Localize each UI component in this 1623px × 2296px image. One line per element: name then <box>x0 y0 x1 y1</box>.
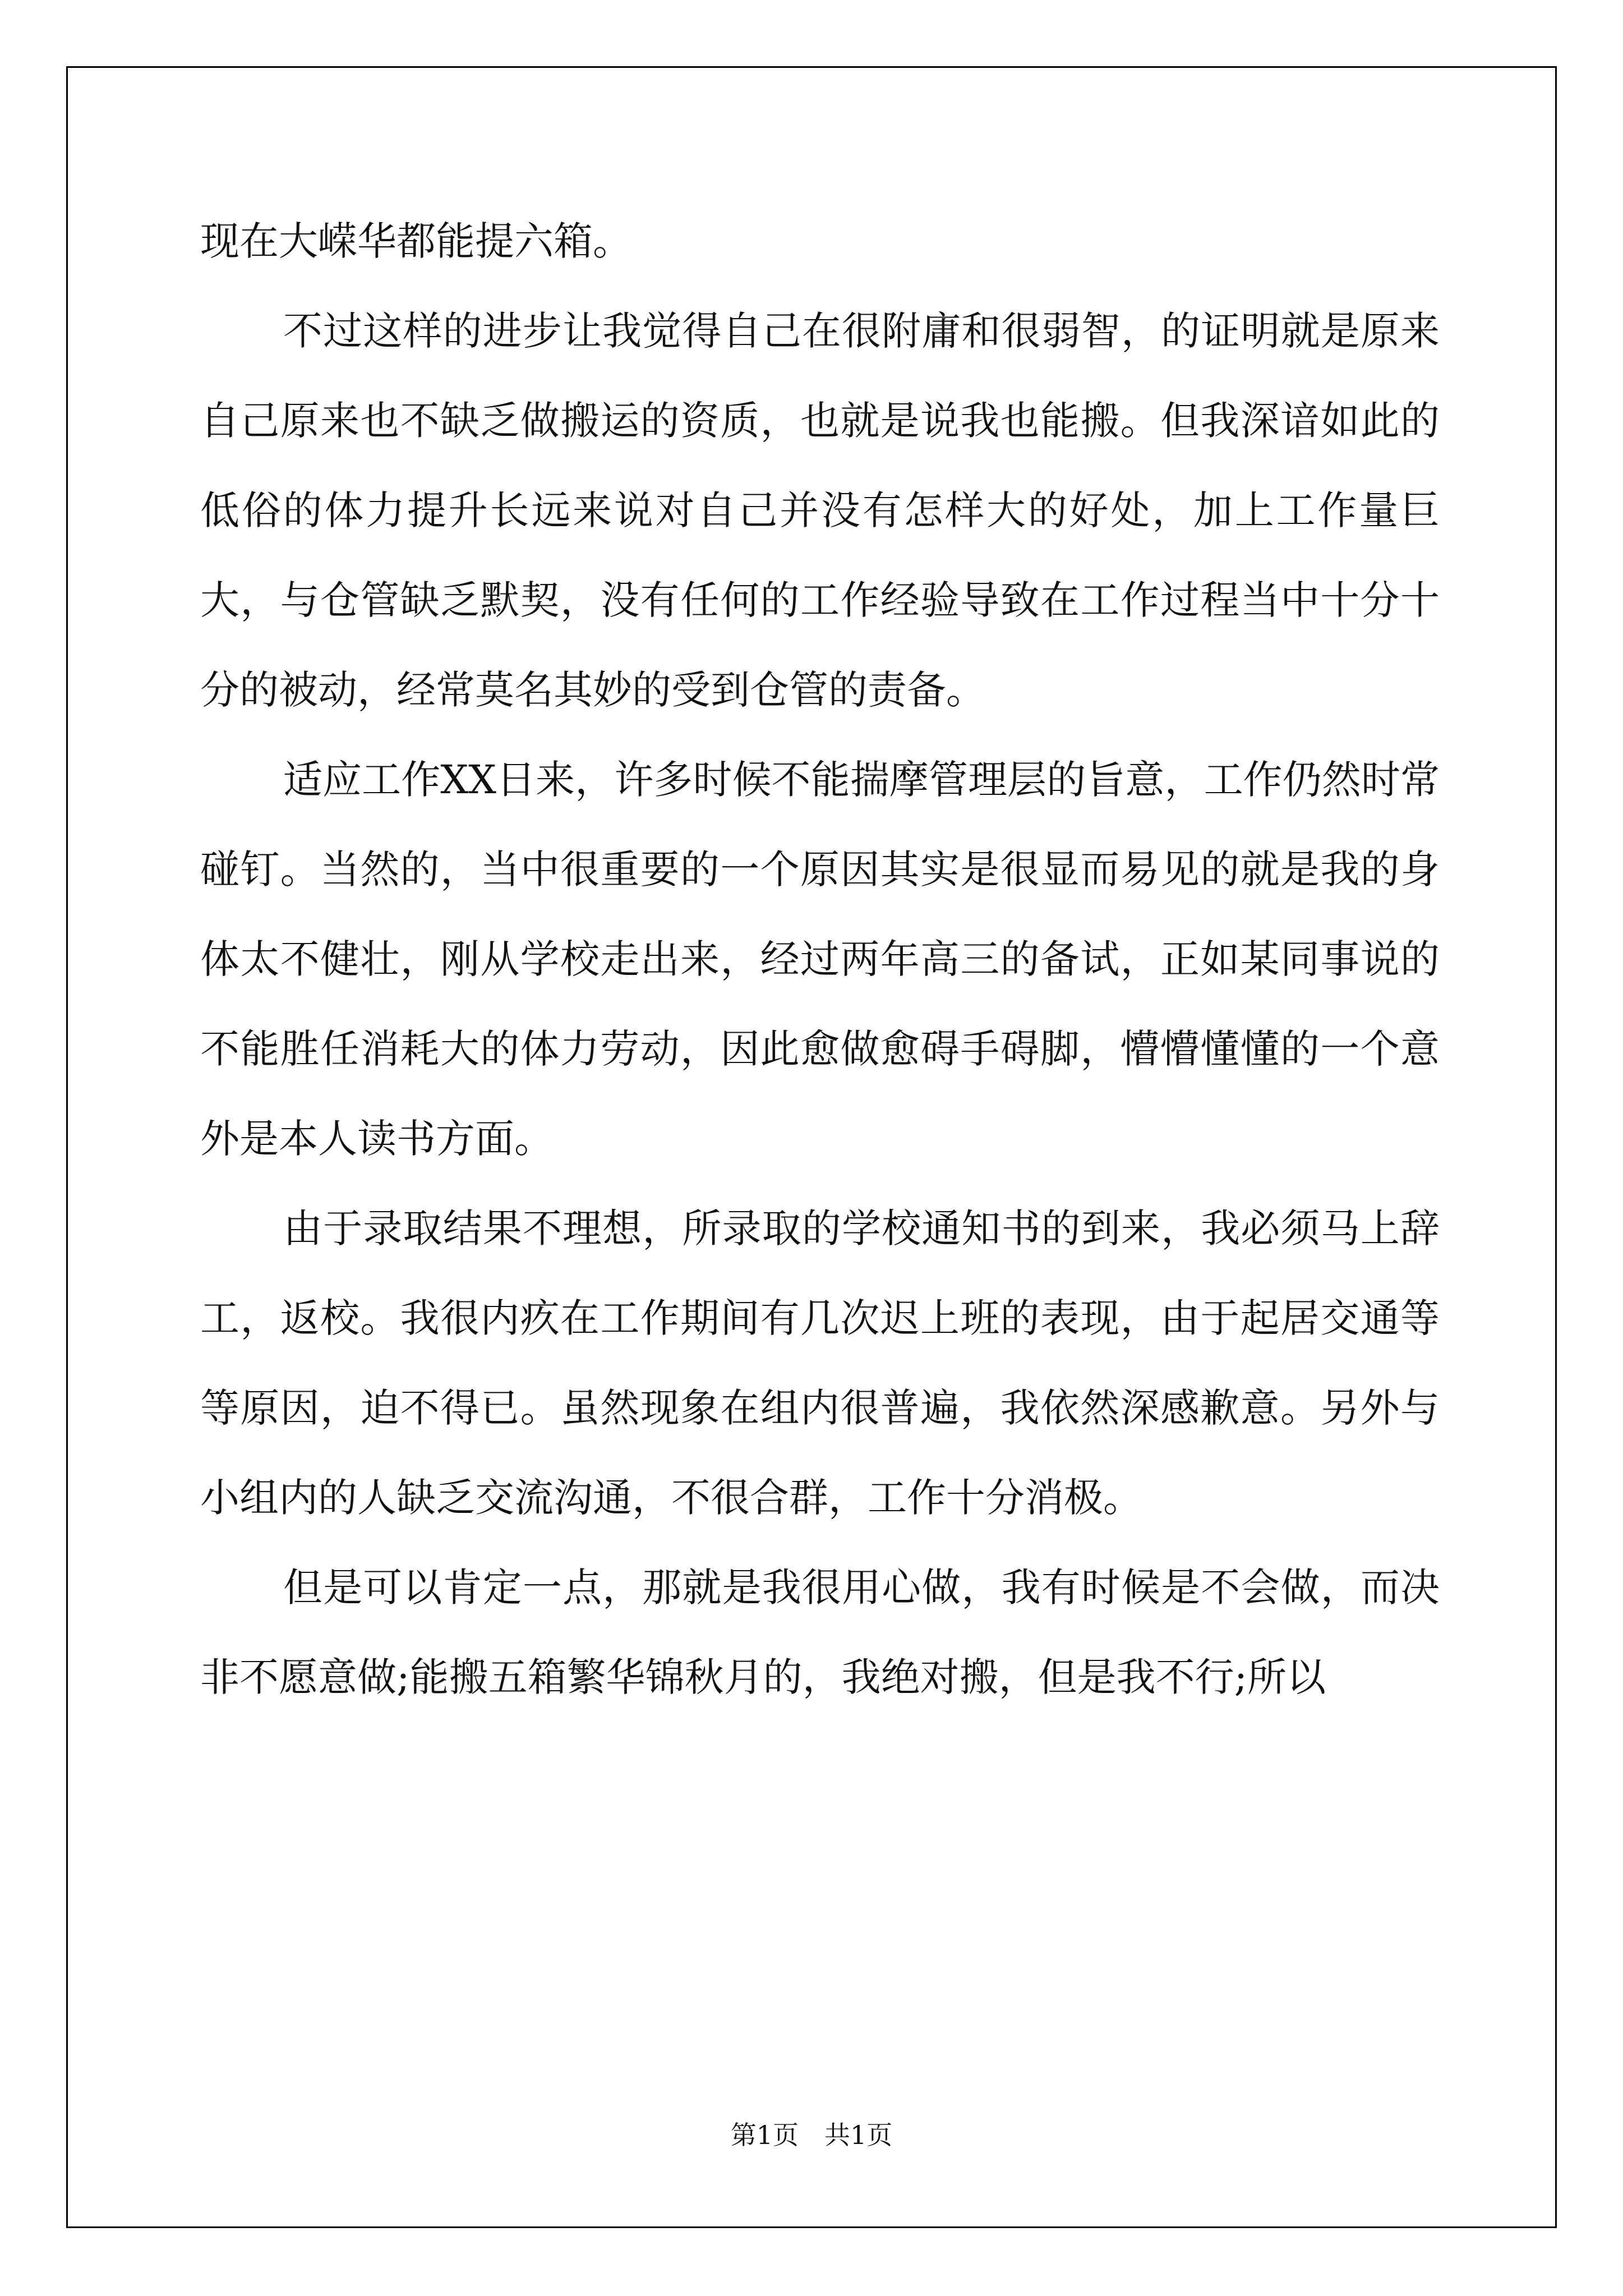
paragraph-5: 但是可以肯定一点，那就是我很用心做，我有时候是不会做，而决非不愿意做;能搬五箱繁华锦秋月的，我绝对搬，但是我不行;所以 <box>200 1565 1440 1700</box>
page-total: 共1页 <box>824 2120 893 2150</box>
document-body <box>200 196 1440 1722</box>
paragraph-4: 由于录取结果不理想，所录取的学校通知书的到来，我必须马上辞工，返校。我很内疚在工作期间有几次迟上班的表现，由于起居交通等等原因，迫不得已。虽然现象在组内很普遍，我依然深感歉意。另外与小组内的人缺乏交流沟通，不很合群，工作十分消极。 <box>200 1205 1440 1521</box>
paragraph-1: 现在大嵘华都能提六箱。 <box>200 218 632 264</box>
page-number: 第1页 <box>730 2120 799 2150</box>
paragraph-2: 不过这样的进步让我觉得自己在很附庸和很弱智，的证明就是原来自己原来也不缺乏做搬运的资质，也就是说我也能搬。但我深谙如此的低俗的体力提升长远来说对自己并没有怎样大的好处，加上工作量巨大，与仓管缺乏默契，没有任何的工作经验导致在工作过程当中十分十分的被动，经常莫名其妙的受到仓管的责备。 <box>200 308 1440 713</box>
paragraph-3: 适应工作XX日来，许多时候不能揣摩管理层的旨意，工作仍然时常碰钉。当然的，当中很重要的一个原因其实是很显而易见的就是我的身体太不健壮，刚从学校走出来，经过两年高三的备试，正如某同事说的不能胜任消耗大的体力劳动，因此愈做愈碍手碍脚，懵懵懂懂的一个意外是本人读书方面。 <box>200 757 1440 1162</box>
page-footer <box>0 2115 1623 2152</box>
